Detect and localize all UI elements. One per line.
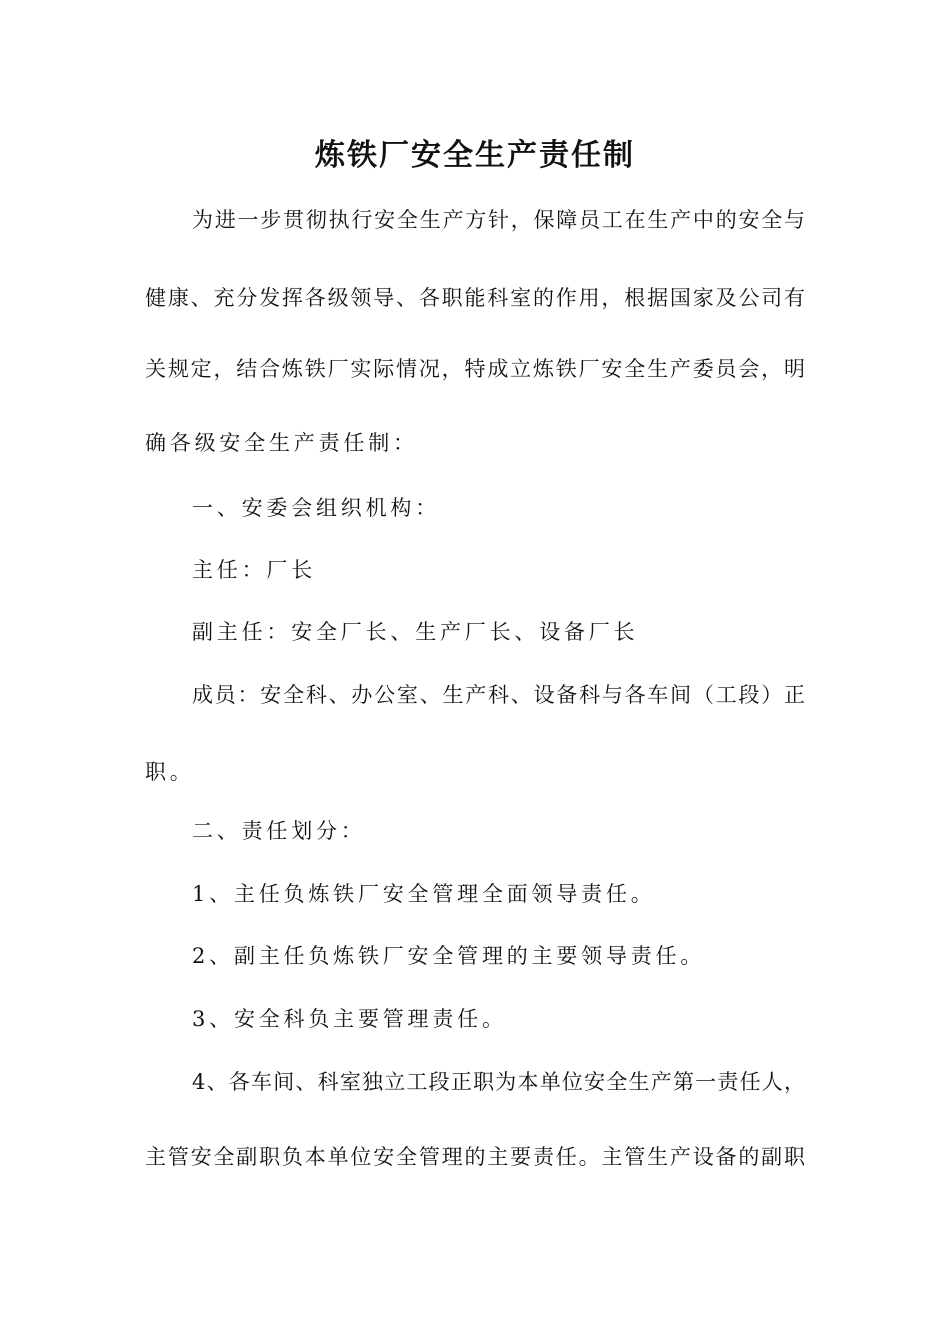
list-item: 2、副主任负炼铁厂安全管理的主要领导责任。 — [192, 944, 706, 968]
paragraph-line: 主任：厂长 — [192, 558, 316, 582]
paragraph-line: 职。 — [145, 760, 195, 784]
list-item: 1、主任负炼铁厂安全管理全面领导责任。 — [192, 882, 656, 906]
paragraph-line: 副主任：安全厂长、生产厂长、设备厂长 — [192, 620, 639, 644]
section-heading: 一、安委会组织机构： — [192, 496, 440, 520]
paragraph-line: 健康、充分发挥各级领导、各职能科室的作用，根据国家及公司有 — [145, 286, 805, 310]
list-item: 4、各车间、科室独立工段正职为本单位安全生产第一责任人， — [192, 1070, 805, 1094]
paragraph-line: 成员：安全科、办公室、生产科、设备科与各车间（工段）正 — [192, 683, 805, 707]
list-item: 3、安全科负主要管理责任。 — [192, 1007, 507, 1031]
section-heading: 二、责任划分： — [192, 819, 366, 843]
document-title: 炼铁厂安全生产责任制 — [315, 138, 635, 173]
paragraph-line: 关规定，结合炼铁厂实际情况，特成立炼铁厂安全生产委员会，明 — [145, 357, 805, 381]
paragraph-line: 主管安全副职负本单位安全管理的主要责任。主管生产设备的副职 — [145, 1145, 805, 1169]
paragraph-line: 确各级安全生产责任制： — [145, 431, 418, 455]
paragraph-line: 为进一步贯彻执行安全生产方针，保障员工在生产中的安全与 — [192, 208, 805, 232]
